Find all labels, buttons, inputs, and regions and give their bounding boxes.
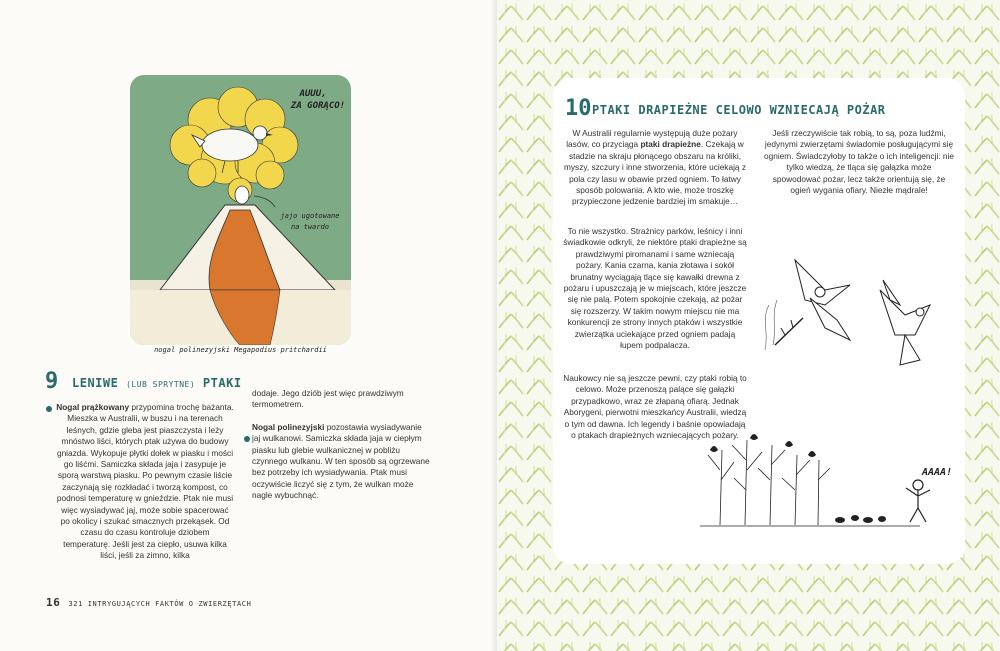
- bold-term: Nogal prążkowany: [56, 402, 130, 412]
- book-title: 321 INTRYGUJĄCYCH FAKTÓW O ZWIERZĘTACH: [68, 600, 252, 608]
- section-title: PTAKI DRAPIEŻNE CELOWO WZNIECAJĄ POŻAR: [592, 103, 886, 117]
- illustration-caption: nogal polinezyjski Megapodius pritchardii: [154, 346, 327, 354]
- paragraph-text: przypomina trochę bażanta. Mieszka w Australii, w buszu i na terenach leśnych, gdzie gleba jest piaszczysta i leży mnóstwo liści, których ptak używa do budowy gniazda. Wykopuje płytki dołek w piasku i mości go liśćmi. Samiczka składa jaja i zasypuje je sporą warstwą piasku. Po pewnym czasie liście zaczynają się rozkładać i tworzą kompost, co podnosi temperaturę w gnieździe. Ptak nie musi więc wysiadywać jaj, może sobie spacerować po okolicy i szukać smacznych przekąsek. Od czasu do czasu kontroluje dziobem temperaturę. Jeśli jest za ciepło, usuwa kilka liści, jeśli za zimno, kilka: [56, 402, 234, 561]
- bold-term: ptaki drapieżne: [640, 139, 701, 150]
- bullet-icon: [46, 406, 52, 412]
- section-number: 9: [45, 369, 59, 394]
- section-title-small: (LUB SPRYTNE): [126, 380, 196, 389]
- paragraph: To nie wszystko. Strażnicy parków, leśnicy i inni świadkowie odkryli, że niektóre ptaki drapieżne są prawdziwymi piromanami i same wzniecają pożary. Kania czarna, kania złotawa i sokół brunatny wyciągają tlące się kawałki drewna z pożaru i upuszczają je w miejscach, które jeszcze się nie palą. Potem spokojnie czekają, aż pożar się rozszerzy. W takim nowym miejscu nie ma konkurencji ze strony innych ptaków i wszystkie zwierzątka uciekające przed ogniem padają łupem podpalacza.: [563, 226, 747, 351]
- section-number: 10: [565, 96, 592, 121]
- burning-forest-drawing: [690, 430, 955, 545]
- paragraph-text: W Australii regularnie występują duże pożary lasów, co przyciąga: [566, 128, 738, 150]
- body-text-column: [563, 226, 747, 351]
- handnote-line-1: jajo ugotowane: [280, 212, 340, 220]
- body-text-column: [252, 388, 432, 502]
- page-number: 16: [46, 596, 61, 609]
- scream-text: AAAA!: [922, 467, 953, 478]
- body-text-column: [563, 128, 747, 208]
- section-title: [72, 376, 242, 390]
- bold-term: Nogal polinezyjski: [252, 421, 325, 432]
- page-footer: [46, 596, 251, 609]
- paragraph: Jeśli rzeczywiście tak robią, to są, poza ludźmi, jedynymi zwierzętami świadomie posługującymi się ogniem. Świadczyłoby to także o ich inteligencji: nie tylko wiedzą, że tląca się gałązka może spowodować pożar, lecz także orientują się, że ogień wygania ofiary. Niezłe mądrale!: [764, 128, 955, 196]
- paragraph: [563, 128, 747, 208]
- paragraph-text: . Czekają w stadzie na skraju płonącego obszaru na króliki, myszy, szczury i inne stworzenia, które uciekają z pola czy lasu w obawie przed ogniem. To łatwy sposób polowania. A kto wie, może troszkę przypieczone jedzenie bardziej im smakuje…: [564, 139, 746, 207]
- body-text-column: [56, 402, 234, 562]
- bullet-icon: [244, 436, 250, 442]
- speech-line-1: AUUU,: [299, 89, 327, 99]
- volcano-illustration: [130, 75, 351, 345]
- section-title-part-a: LENIWE: [72, 376, 127, 390]
- body-text-column: [764, 128, 954, 196]
- handnote-line-2: na twardo: [291, 223, 329, 231]
- raptor-drawings: [755, 250, 955, 390]
- paragraph-continued: dodaje. Jego dziób jest więc prawdziwym termometrem.: [252, 388, 404, 410]
- paragraph: [252, 422, 432, 502]
- paragraph: [56, 402, 234, 562]
- paragraph: Naukowcy nie są jeszcze pewni, czy ptaki robią to celowo. Może przenoszą palące się gałązki przypadkowo, wraz ze złapaną ofiarą. Jednak Aborygeni, pierwotni mieszkańcy Australii, wiedzą o tym od dawna. Ich legendy i baśnie opowiadają o ptakach drapieżnych wzniecających pożary.: [563, 373, 747, 441]
- paragraph-text: pozostawia wysiadywanie jaj wulkanowi. Samiczka składa jaja w ciepłym piasku lub glebie wulkanicznej w pobliżu czynnego wulkanu. W ten sposób są ogrzewane bez potrzeby ich wysiadywania. Ptak musi oczywiście liczyć się z tym, że wulkan może nagle wybuchnąć.: [252, 421, 430, 501]
- speech-line-2: ZA GORĄCO!: [290, 101, 346, 111]
- section-title-part-b: PTAKI: [195, 376, 242, 390]
